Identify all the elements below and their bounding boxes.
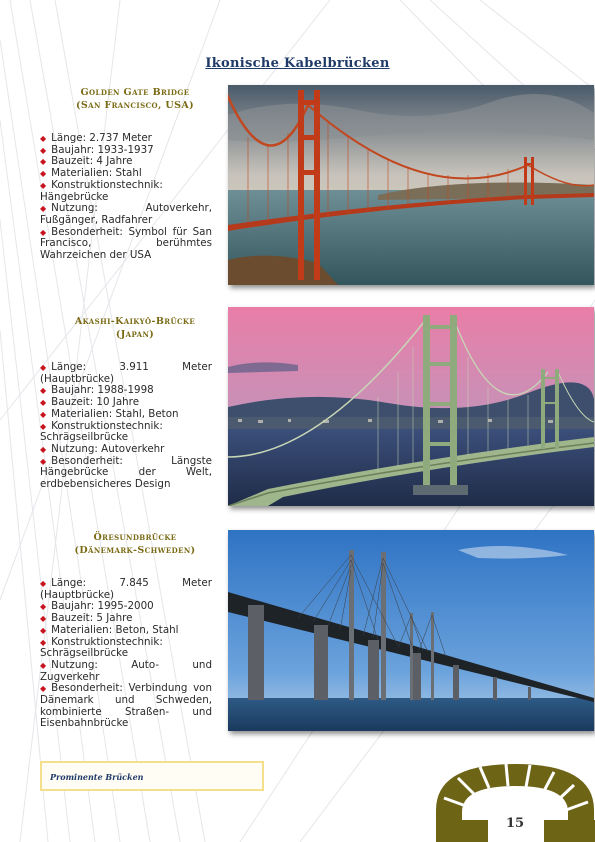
bridge-name: Akashi-Kaikyō-Brücke — [74, 316, 196, 327]
list-item: ◆ Länge: 2.737 Meter — [40, 132, 152, 144]
list-item: ◆ Länge: 3.911 Meter (Hauptbrücke) — [40, 361, 212, 385]
list-item: ◆ Bauzeit: 5 Jahre — [40, 612, 133, 625]
fact-list-oresund — [40, 578, 212, 730]
list-item: ◆ Konstruktionstechnik: Schrägseilbrücke — [40, 635, 163, 660]
bullet-diamond-icon: ◆ — [40, 180, 47, 190]
bullet-diamond-icon: ◆ — [40, 386, 47, 396]
bridge-heading-golden-gate — [40, 86, 230, 112]
list-item: ◆ Besonderheit: Längste Hängebrücke der Welt, erdbebensicheres Design — [40, 454, 212, 491]
bullet-diamond-icon: ◆ — [40, 398, 47, 408]
list-item: ◆ Bauzeit: 4 Jahre — [40, 155, 133, 168]
list-item: ◆ Materialien: Stahl, Beton — [40, 407, 179, 420]
list-item: ◆ Länge: 7.845 Meter (Hauptbrücke) — [40, 577, 212, 601]
bridge-heading-akashi-kaikyo — [40, 315, 230, 341]
bridge-heading-oresund — [40, 531, 230, 557]
list-item: ◆ Baujahr: 1995-2000 — [40, 600, 154, 613]
golden-gate-photo — [228, 85, 594, 285]
page-title: Ikonische Kabelbrücken — [205, 56, 390, 71]
list-item: ◆ Besonderheit: Symbol für San Francisco, berühmtes Wahrzeichen der USA — [40, 225, 212, 262]
bridge-location: (Dänemark-Schweden) — [74, 545, 196, 556]
list-item: ◆ Konstruktionstechnik: Schrägseilbrücke — [40, 419, 163, 444]
list-item: ◆ Konstruktionstechnik: Hängebrücke — [40, 178, 163, 203]
bridge-name: Golden Gate Bridge — [80, 87, 190, 98]
bullet-diamond-icon: ◆ — [40, 169, 47, 179]
bullet-diamond-icon: ◆ — [40, 444, 47, 454]
list-item: ◆ Baujahr: 1933-1937 — [40, 143, 154, 156]
akashi-kaikyo-photo — [228, 307, 594, 506]
bullet-diamond-icon: ◆ — [40, 204, 47, 214]
list-item: ◆ Nutzung: Auto- und Zugverkehr — [40, 658, 212, 683]
footer-label: Prominente Brücken — [50, 772, 144, 782]
oresund-photo — [228, 530, 594, 731]
bullet-diamond-icon: ◆ — [40, 157, 47, 167]
list-item: ◆ Baujahr: 1988-1998 — [40, 384, 154, 397]
bullet-diamond-icon: ◆ — [40, 227, 47, 237]
list-item: ◆ Bauzeit: 10 Jahre — [40, 396, 140, 409]
bullet-diamond-icon: ◆ — [40, 145, 47, 155]
bullet-diamond-icon: ◆ — [40, 637, 47, 647]
page-number: 15 — [505, 816, 525, 831]
list-item: ◆ Nutzung: Autoverkehr, Fußgänger, Radfahrer — [40, 202, 212, 226]
bullet-diamond-icon: ◆ — [40, 363, 47, 372]
bullet-diamond-icon: ◆ — [40, 134, 47, 143]
fact-list-golden-gate — [40, 133, 212, 262]
bridge-location: (Japan) — [115, 329, 155, 340]
bullet-diamond-icon: ◆ — [40, 660, 47, 670]
fact-list-akashi-kaikyo — [40, 362, 212, 491]
bullet-diamond-icon: ◆ — [40, 421, 47, 431]
bullet-diamond-icon: ◆ — [40, 579, 47, 588]
bullet-diamond-icon: ◆ — [40, 614, 47, 624]
list-item: ◆ Nutzung: Autoverkehr — [40, 442, 165, 455]
list-item: ◆ Besonderheit: Verbindung von Dänemark und Schweden, kombinierte Straßen- und Eisenbahnbrücke — [40, 682, 212, 730]
bullet-diamond-icon: ◆ — [40, 602, 47, 612]
bullet-diamond-icon: ◆ — [40, 409, 47, 419]
list-item: ◆ Materialien: Stahl — [40, 167, 142, 180]
list-item: ◆ Materialien: Beton, Stahl — [40, 623, 179, 636]
bridge-name: Öresundbrücke — [93, 532, 177, 543]
bullet-diamond-icon: ◆ — [40, 456, 47, 466]
bullet-diamond-icon: ◆ — [40, 625, 47, 635]
footer-label-box — [40, 761, 264, 791]
bridge-location: (San Francisco, USA) — [75, 100, 195, 111]
bullet-diamond-icon: ◆ — [40, 684, 47, 694]
